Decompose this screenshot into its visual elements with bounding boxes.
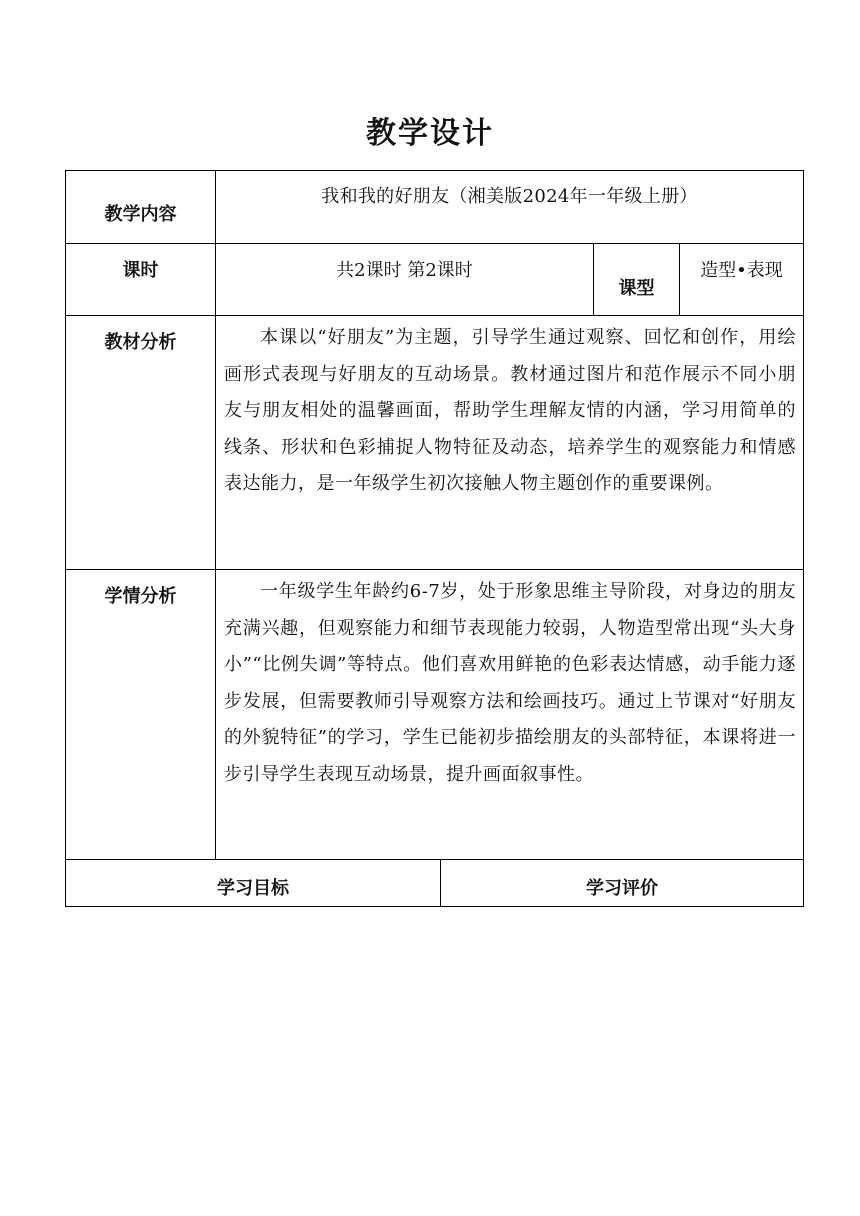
table-row-divider [65,859,804,860]
material-analysis-text: 本课以“好朋友”为主题，引导学生通过观察、回忆和创作，用绘画形式表现与好朋友的互动场景。教材通过图片和范作展示不同小朋友与朋友相处的温馨画面，帮助学生理解友情的内涵，学习用简单的线条、形状和色彩捕捉人物特征及动态，培养学生的观察能力和情感表达能力，是一年级学生初次接触人物主题创作的重要课例。 [224,327,796,494]
table-row-divider [65,243,804,244]
material-analysis-label: 教材分析 [104,332,177,353]
learning-evaluation-header: 学习评价 [586,878,658,899]
table-row-divider [65,569,804,570]
content-label: 教学内容 [104,204,177,225]
learning-goals-header: 学习目标 [217,878,289,899]
content-value: 我和我的好朋友（湘美版2024年一年级上册） [321,186,698,207]
type-value: 造型•表现 [700,260,783,281]
period-label: 课时 [122,260,159,281]
period-value: 共2课时 第2课时 [336,260,473,281]
table-border-bottom [65,906,804,907]
table-border-top [65,170,804,171]
table-border-right [803,170,804,907]
type-label: 课型 [618,278,655,299]
student-analysis-label: 学情分析 [104,586,177,607]
document-title: 教学设计 [366,116,494,151]
student-analysis-text: 一年级学生年龄约6-7岁，处于形象思维主导阶段，对身边的朋友充满兴趣，但观察能力和细节表现能力较弱，人物造型常出现“头大身小”“比例失调”等特点。他们喜欢用鲜艳的色彩表达情感，动手能力逐步发展，但需要教师引导观察方法和绘画技巧。通过上节课对“好朋友的外貌特征”的学习，学生已能初步描绘朋友的头部特征，本课将进一步引导学生表现互动场景，提升画面叙事性。 [224,581,796,785]
table-row-divider [65,315,804,316]
